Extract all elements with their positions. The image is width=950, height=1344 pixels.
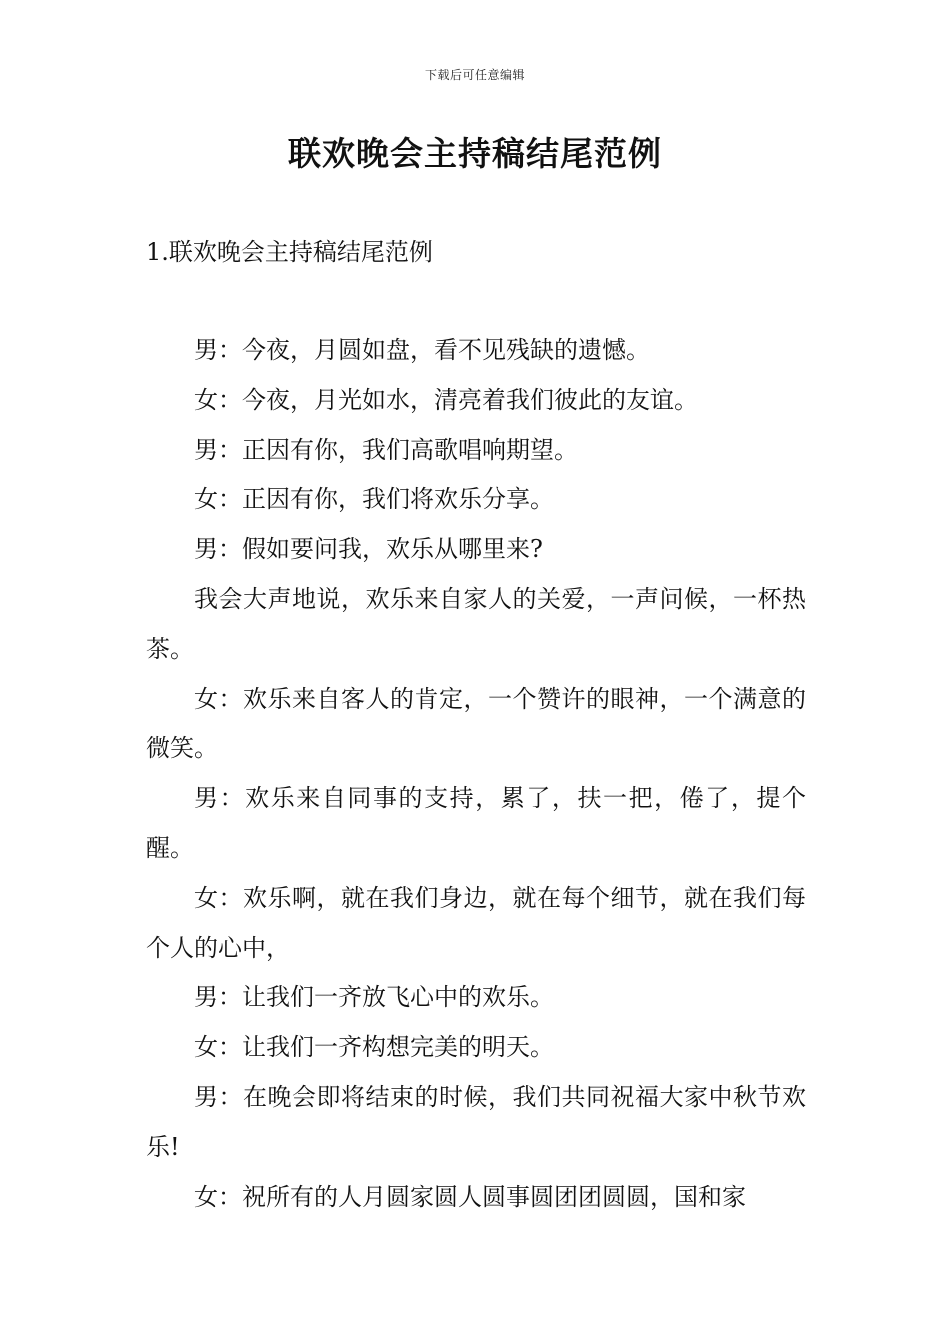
paragraph: 我会大声地说，欢乐来自家人的关爱，一声问候，一杯热茶。 — [146, 584, 806, 663]
document-title: 联欢晚会主持稿结尾范例 — [288, 134, 662, 173]
paragraph: 女：今夜，月光如水，清亮着我们彼此的友谊。 — [194, 385, 698, 414]
paragraph: 男：在晚会即将结束的时候，我们共同祝福大家中秋节欢乐! — [146, 1082, 806, 1161]
paragraph: 男：让我们一齐放飞心中的欢乐。 — [194, 983, 554, 1012]
paragraph: 男：今夜，月圆如盘，看不见残缺的遗憾。 — [194, 336, 650, 364]
paragraph: 女：欢乐啊，就在我们身边，就在每个细节，就在我们每个人的心中， — [146, 883, 806, 962]
paragraph: 女：正因有你，我们将欢乐分享。 — [194, 485, 554, 514]
paragraph: 女：让我们一齐构想完美的明天。 — [194, 1033, 554, 1062]
document-body — [146, 326, 806, 1222]
paragraph: 男：正因有你，我们高歌唱响期望。 — [194, 435, 578, 464]
paragraph: 女：欢乐来自客人的肯定，一个赞许的眼神，一个满意的微笑。 — [146, 684, 806, 763]
paragraph: 女：祝所有的人月圆家圆人圆事圆团团圆圆，国和家 — [194, 1182, 746, 1211]
header-note: 下载后可任意编辑 — [424, 68, 525, 82]
paragraph: 男：欢乐来自同事的支持，累了，扶一把，倦了，提个醒。 — [146, 784, 806, 862]
section-heading: 1.联欢晚会主持稿结尾范例 — [146, 238, 433, 266]
paragraph: 男：假如要问我，欢乐从哪里来? — [194, 535, 543, 564]
